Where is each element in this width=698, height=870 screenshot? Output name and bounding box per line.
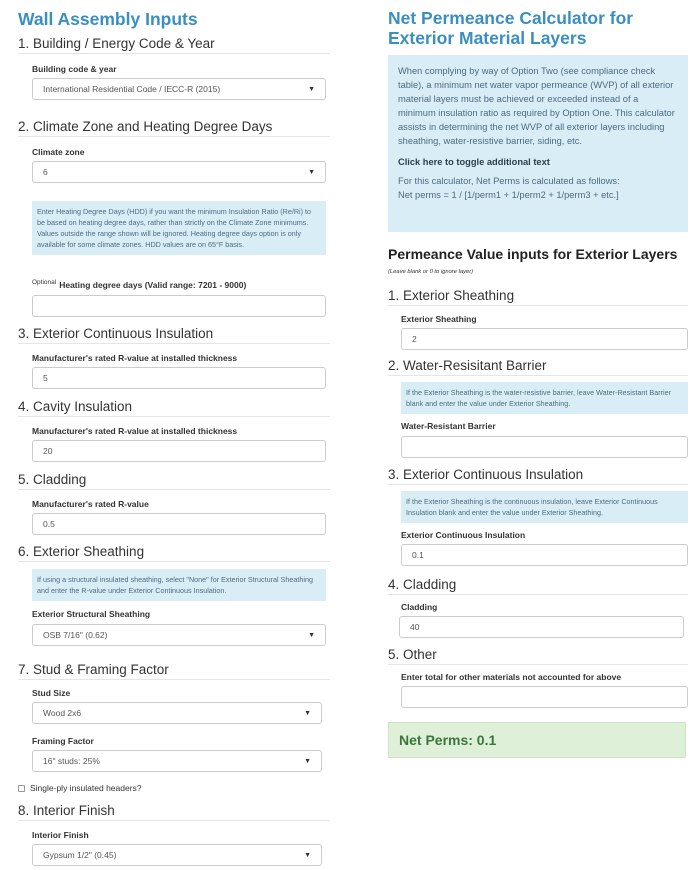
section-title: 1. Exterior Sheathing [388,288,688,306]
wrb-label: Water-Resistant Barrier [401,421,496,431]
cavity-r-value-input[interactable]: 20 [32,440,326,462]
section-title: 5. Cladding [18,472,330,490]
framing-factor-label: Framing Factor [32,736,94,746]
hdd-label: $^{Optional}$ Heating degree days (Valid range: 7201 - 9000) [32,279,247,290]
ext-ci-input[interactable]: 0.1 [401,544,688,566]
section-r-exterior-sheathing [388,288,688,306]
section-title: 3. Exterior Continuous Insulation [18,326,330,344]
section-title: 8. Interior Finish [18,803,330,821]
permeance-inputs-heading: Permeance Value inputs for Exterior Layers [388,246,678,262]
ci-info-box: If the Exterior Sheathing is the continuous insulation, leave Exterior Continuous Insulation blank and enter the value under Exterior Sheathing. [401,491,688,523]
ci-r-value-input[interactable]: 5 [32,367,326,389]
section-r-wrb [388,358,688,376]
chevron-down-icon: ▼ [308,631,315,639]
formula-intro: For this calculator, Net Perms is calculated as follows: [398,176,620,186]
chevron-down-icon: ▼ [304,709,311,717]
section-r-continuous-insulation [388,467,688,485]
cladding-r-value-input[interactable]: 0.5 [32,513,326,535]
net-perms-result: Net Perms: 0.1 [388,722,686,758]
structural-sheathing-select[interactable]: OSB 7/16" (0.62) ▼ [32,624,326,646]
section-r-cladding [388,577,688,595]
section-title: 3. Exterior Continuous Insulation [388,467,688,485]
climate-zone-select[interactable]: 6 ▼ [32,161,326,183]
section-title: 2. Climate Zone and Heating Degree Days [18,119,330,137]
wrb-input[interactable] [401,436,688,458]
chevron-down-icon: ▼ [308,85,315,93]
section-cladding [18,472,330,490]
section-title: 4. Cavity Insulation [18,399,330,417]
interior-finish-select[interactable]: Gypsum 1/2" (0.45) ▼ [32,844,322,866]
calculator-title: Net Permeance Calculator for Exterior Material Layers [388,8,634,48]
cladding-r-value-label: Manufacturer's rated R-value [32,499,149,509]
section-title: 5. Other [388,647,688,665]
ignore-layer-note: (Leave blank or 0 to ignore layer) [388,269,474,275]
section-interior-finish [18,803,330,821]
ext-ci-label: Exterior Continuous Insulation [401,530,526,540]
hdd-info-box: Enter Heating Degree Days (HDD) if you want the minimum Insulation Ratio (Re/Ri) to be based on heating degree days, rather than strictly on the Climate Zone minimums. Values outside the range shown will be ignored. Heating degree days option is only available for some climate zones. HDD values are on 65°F basis. [32,201,326,255]
single-ply-headers-checkbox[interactable]: Single-ply insulated headers? [18,783,142,793]
section-continuous-insulation [18,326,330,344]
optional-tag: Optional [32,279,57,286]
cavity-r-value-label: Manufacturer's rated R-value at installed thickness [32,426,238,436]
formula-text: Net perms = 1 / [1/perm1 + 1/perm2 + 1/perm3 + etc.] [398,190,619,200]
cladding-perm-label: Cladding [401,602,438,612]
exterior-sheathing-label: Exterior Sheathing [401,314,477,324]
wvp-info-box [388,55,688,232]
stud-size-label: Stud Size [32,688,71,698]
stud-size-select[interactable]: Wood 2x6 ▼ [32,702,322,724]
section-title: 2. Water-Resisitant Barrier [388,358,688,376]
ci-r-value-label: Manufacturer's rated R-value at installed thickness [32,353,238,363]
framing-factor-select[interactable]: 16" studs: 25% ▼ [32,750,322,772]
sheathing-info-box: If using a structural insulated sheathing, select "None" for Exterior Structural Sheathing and enter the R-value under Exterior Continuous Insulation. [32,569,326,601]
other-materials-input[interactable] [401,686,688,708]
page-title: Wall Assembly Inputs [18,9,198,29]
section-exterior-sheathing [18,544,330,562]
exterior-sheathing-input[interactable]: 2 [401,328,688,350]
section-climate-zone [18,119,330,137]
structural-sheathing-label: Exterior Structural Sheathing [32,609,151,619]
other-materials-label: Enter total for other materials not accounted for above [401,672,622,682]
section-r-other [388,647,688,665]
wrb-info-box: If the Exterior Sheathing is the water-resistive barrier, leave Water-Resistant Barrier blank and enter the value under Exterior Sheathing. [401,382,688,414]
interior-finish-label: Interior Finish [32,830,89,840]
section-cavity-insulation [18,399,330,417]
section-title: 7. Stud & Framing Factor [18,662,330,680]
building-code-select[interactable]: International Residential Code / IECC-R (2015) ▼ [32,78,326,100]
chevron-down-icon: ▼ [304,757,311,765]
chevron-down-icon: ▼ [304,851,311,859]
section-title: 6. Exterior Sheathing [18,544,330,562]
section-title: 4. Cladding [388,577,688,595]
section-building-code [18,36,330,54]
wvp-info-text: When complying by way of Option Two (see compliance check table), a minimum net water vapor permeance (WVP) of all exterior material layers must be achieved or exceeded instead of a minimum insulation ratio as required by Option One. This calculator assists in determining the net WVP of all exterior layers including sheathing, water-resistive barrier, siding, etc. [398,66,675,146]
hdd-input[interactable] [32,295,326,317]
cladding-perm-input[interactable]: 40 [399,616,684,638]
section-title: 1. Building / Energy Code & Year [18,36,330,54]
toggle-additional-text-link[interactable]: Click here to toggle additional text [398,157,550,167]
climate-zone-label: Climate zone [32,147,85,157]
section-stud-framing [18,662,330,680]
chevron-down-icon: ▼ [308,168,315,176]
building-code-label: Building code & year [32,64,117,74]
checkbox-box[interactable] [18,785,25,792]
